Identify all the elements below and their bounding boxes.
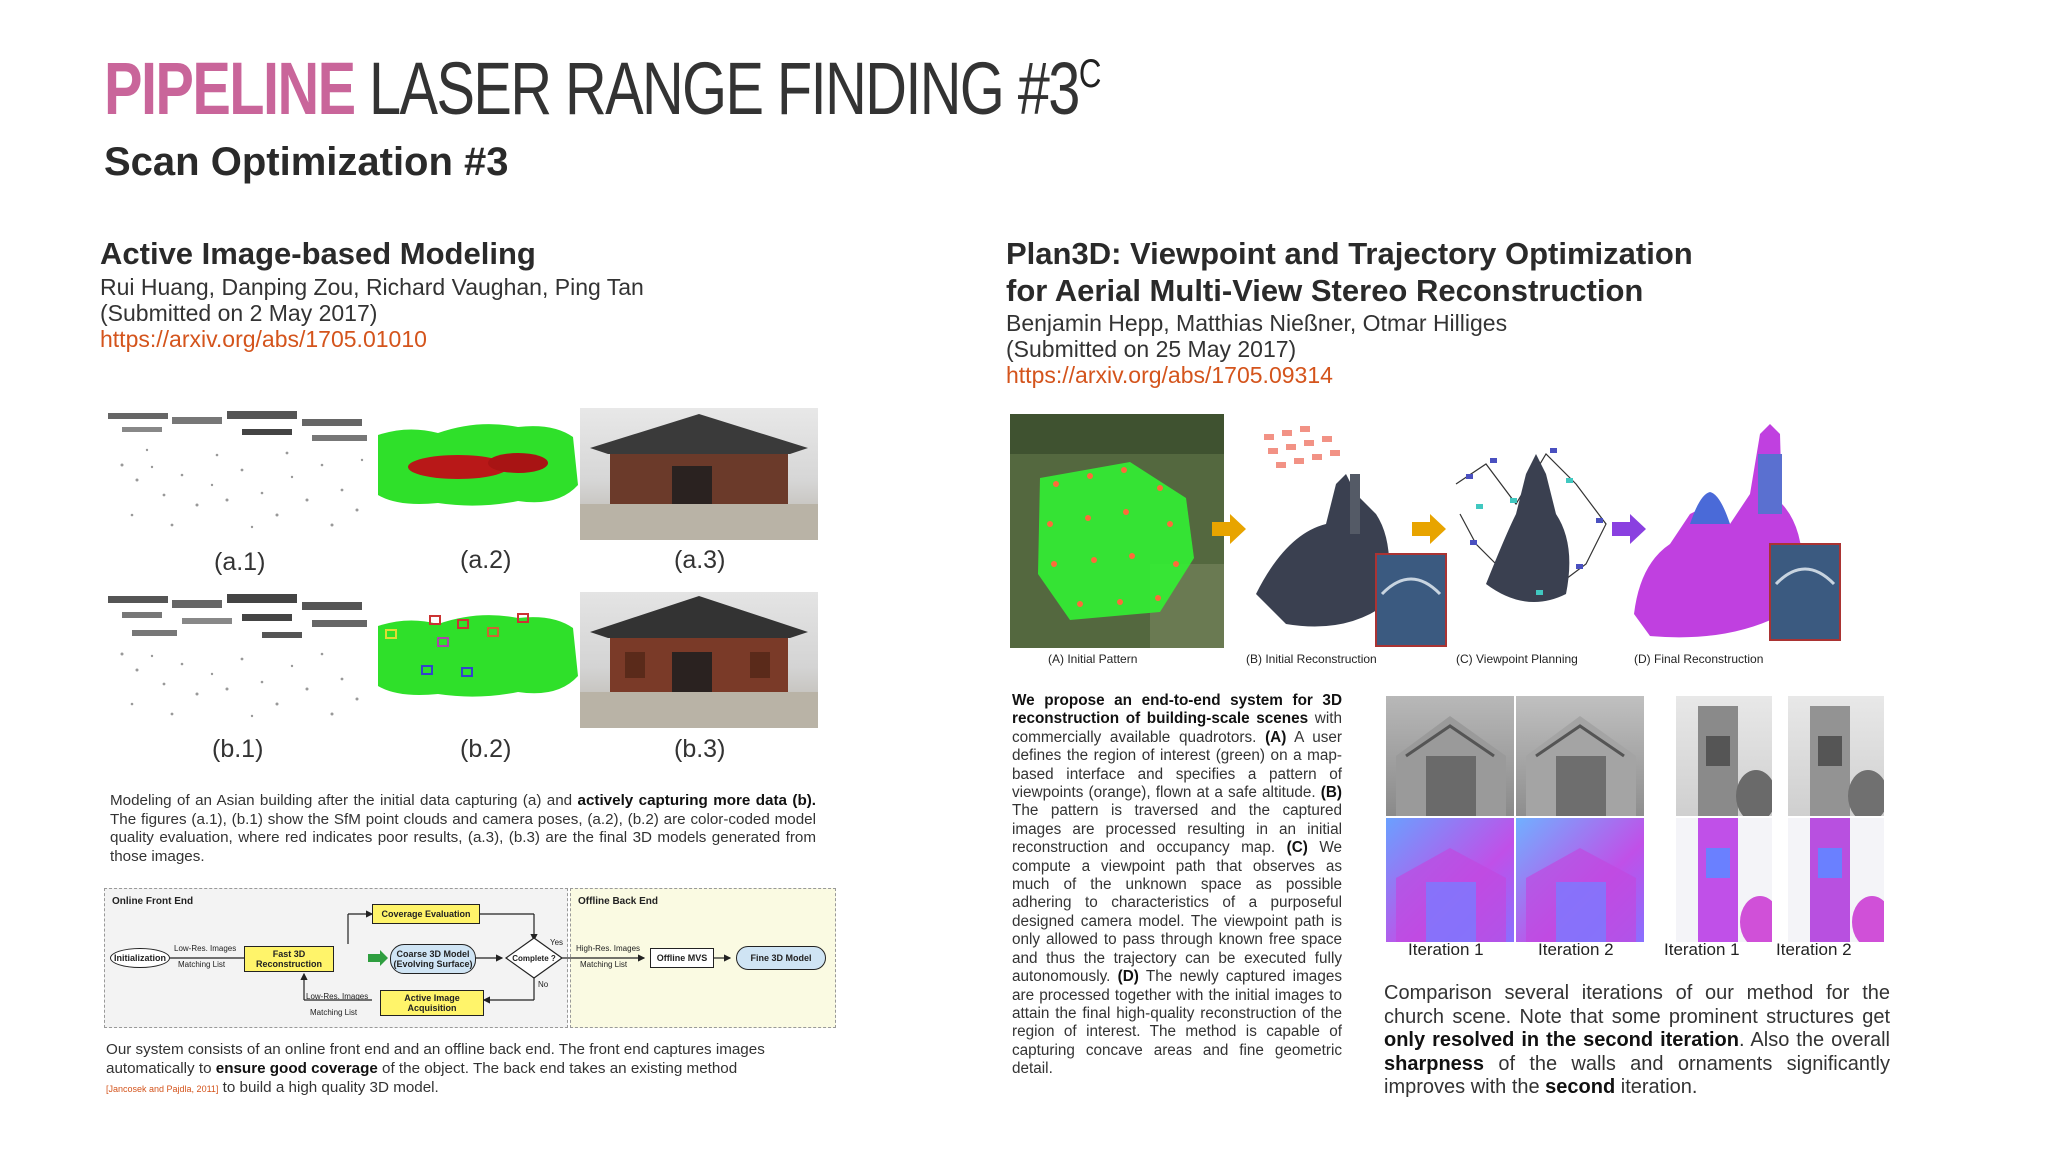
- caption-text: . Also the overall: [1738, 1029, 1891, 1052]
- figure-label-b2: (b.2): [460, 735, 512, 763]
- figure-label-a3: (a.3): [674, 546, 726, 574]
- body-text: The pattern is traversed and the captured images are processed resulting in an initial reconstruction and occupancy map.: [1012, 802, 1342, 857]
- active-acquisition-box: [380, 990, 484, 1016]
- body-bold: We propose an end-to-end system for 3D reconstruction of building-scale scenes: [1012, 692, 1342, 728]
- initialization-node: Initialization: [110, 948, 170, 968]
- caption-bold: only resolved in the second iteration: [1384, 1029, 1739, 1052]
- caption-text: of the object. The back end takes an existing method: [377, 1060, 738, 1077]
- matching-label-3: Matching List: [310, 1008, 358, 1017]
- coarse-line1: Coarse 3D Model: [396, 949, 470, 959]
- stage-label-c: (C) Viewpoint Planning: [1456, 652, 1578, 666]
- church-photo-iteration1: [1386, 696, 1514, 816]
- coarse-line2: (Evolving Surface): [393, 959, 473, 969]
- point-cloud-image-b1: [102, 588, 378, 728]
- right-paper-link[interactable]: https://arxiv.org/abs/1705.09314: [1006, 362, 1333, 388]
- church-normals-iteration1: [1386, 818, 1514, 942]
- tower-photo-iteration1: [1676, 696, 1772, 816]
- body-text: The newly captured images are processed together with the initial images to attain the final high-quality reconstruction of the region of interest. The method is capable of capturing concave areas and fine geometric detail.: [1012, 968, 1342, 1078]
- figure-label-a1: (a.1): [214, 548, 266, 576]
- body-bold: (C): [1286, 839, 1308, 857]
- title-rest: LASER RANGE FINDING #3: [369, 47, 1079, 130]
- stage-label-d: (D) Final Reconstruction: [1634, 652, 1764, 666]
- church-normals-iteration2: [1516, 818, 1644, 942]
- caption-text: Modeling of an Asian building after the initial data capturing (a) and: [110, 792, 578, 809]
- fast-3d-line1: Fast 3D: [272, 949, 306, 959]
- right-paper-title-line1: Plan3D: Viewpoint and Trajectory Optimization: [1006, 236, 1693, 271]
- caption-bold: sharpness: [1384, 1052, 1485, 1075]
- caption-text: iteration.: [1615, 1076, 1698, 1099]
- right-paper-submitted: (Submitted on 25 May 2017): [1006, 336, 1297, 362]
- active-line2: Acquisition: [407, 1003, 457, 1013]
- quality-map-image-a2: [378, 415, 578, 511]
- point-cloud-image-a1: [102, 405, 378, 541]
- caption-bold: second: [1545, 1076, 1616, 1099]
- stage-label-a: (A) Initial Pattern: [1048, 652, 1138, 666]
- right-figure-caption: [1384, 982, 1890, 1100]
- coarse-model-node: [390, 944, 476, 974]
- body-text: We compute a viewpoint path that observes as much of the unknown space as possible adhering to characteristics of a purposeful designed camera model. The viewpoint path is only allowed to pass through known free space and thus the trajectory can be executed fully autonomously.: [1012, 839, 1342, 986]
- left-diagram-caption: [106, 1040, 806, 1099]
- complete-decision: Complete ?: [512, 953, 556, 963]
- low-res-label-2: Low-Res. Images: [306, 992, 369, 1001]
- active-line1: Active Image: [404, 993, 460, 1003]
- back-end-label: Offline Back End: [578, 896, 659, 907]
- iteration-label-church-1: Iteration 1: [1408, 940, 1484, 959]
- fast-3d-line2: Reconstruction: [255, 959, 322, 969]
- church-photo-iteration2: [1516, 696, 1644, 816]
- fast-3d-box: [244, 946, 334, 972]
- caption-text: of the walls and ornaments significantly improves with the: [1384, 1052, 1890, 1099]
- fine-3d-node: Fine 3D Model: [736, 946, 826, 970]
- figure-label-b1: (b.1): [212, 735, 264, 763]
- front-end-label: Online Front End: [112, 896, 194, 907]
- page-title: [104, 47, 1100, 130]
- caption-text: to build a high quality 3D model.: [218, 1079, 439, 1096]
- no-label: No: [538, 980, 549, 989]
- title-accent: PIPELINE: [104, 47, 355, 130]
- body-text: A user defines the region of interest (green) on a map-based interface and specifies a pattern of viewpoints (orange), flown at a safe altitude.: [1012, 728, 1342, 802]
- page-subtitle: Scan Optimization #3: [104, 140, 509, 184]
- iteration-label-tower-2: Iteration 2: [1776, 940, 1852, 959]
- citation: [Jancosek and Pajdla, 2011]: [106, 1084, 219, 1094]
- viewpoint-planning-image: [1446, 414, 1620, 648]
- body-text: with commercially available quadrotors.: [1012, 710, 1342, 746]
- right-paper-description: [1012, 692, 1342, 1079]
- right-paper-title-line2: for Aerial Multi-View Stereo Reconstruction: [1006, 273, 1644, 308]
- left-paper-authors: Rui Huang, Danping Zou, Richard Vaughan, Ping Tan: [100, 274, 644, 300]
- right-paper-authors: Benjamin Hepp, Matthias Nießner, Otmar Hilliges: [1006, 310, 1508, 336]
- left-paper-submitted: (Submitted on 2 May 2017): [100, 300, 378, 326]
- caption-bold: ensure good coverage: [215, 1060, 378, 1077]
- final-model-image-a3: [580, 408, 818, 540]
- matching-label: Matching List: [178, 960, 226, 969]
- stage-label-b: (B) Initial Reconstruction: [1246, 652, 1377, 666]
- high-res-label: High-Res. Images: [576, 944, 641, 953]
- caption-bold: actively capturing more data (b).: [577, 792, 816, 809]
- coverage-evaluation-box: Coverage Evaluation: [372, 904, 480, 924]
- caption-text: The figures (a.1), (b.1) show the SfM point clouds and camera poses, (a.2), (b.2) are color-coded model quality evaluation, where red indicates poor results, (a.3), (b.3) are the final 3D models generated from those images.: [110, 810, 816, 865]
- tower-normals-iteration1: [1676, 818, 1772, 942]
- figure-label-b3: (b.3): [674, 735, 726, 763]
- tower-photo-iteration2: [1788, 696, 1884, 816]
- left-paper-link[interactable]: https://arxiv.org/abs/1705.01010: [100, 326, 427, 352]
- body-bold: (A): [1265, 728, 1287, 746]
- initial-pattern-map: [1010, 414, 1224, 648]
- caption-text: Our system consists of an online front end and an offline back end. The front end captures images automatically to: [106, 1041, 765, 1077]
- tower-normals-iteration2: [1788, 818, 1884, 942]
- iteration-label-tower-1: Iteration 1: [1664, 940, 1740, 959]
- matching-label-2: Matching List: [580, 960, 628, 969]
- title-superscript: C: [1078, 52, 1100, 96]
- arrow-icon: [1212, 512, 1246, 546]
- system-diagram: [104, 888, 836, 1028]
- quality-map-image-b2: [378, 606, 578, 702]
- offline-mvs-box: Offline MVS: [650, 948, 714, 968]
- left-figure-caption: [110, 792, 816, 866]
- figure-label-a2: (a.2): [460, 546, 512, 574]
- low-res-label: Low-Res. Images: [174, 944, 237, 953]
- iteration-label-church-2: Iteration 2: [1538, 940, 1614, 959]
- body-bold: (D): [1117, 968, 1139, 986]
- yes-label: Yes: [550, 938, 564, 947]
- body-bold: (B): [1320, 784, 1342, 802]
- final-model-image-b3: [580, 592, 818, 728]
- left-paper-title: Active Image-based Modeling: [100, 236, 536, 271]
- final-reconstruction-image: [1630, 414, 1846, 648]
- caption-text: Comparison several iterations of our method for the church scene. Note that some prominent structures get: [1384, 982, 1890, 1028]
- arrow-icon: [1412, 512, 1446, 546]
